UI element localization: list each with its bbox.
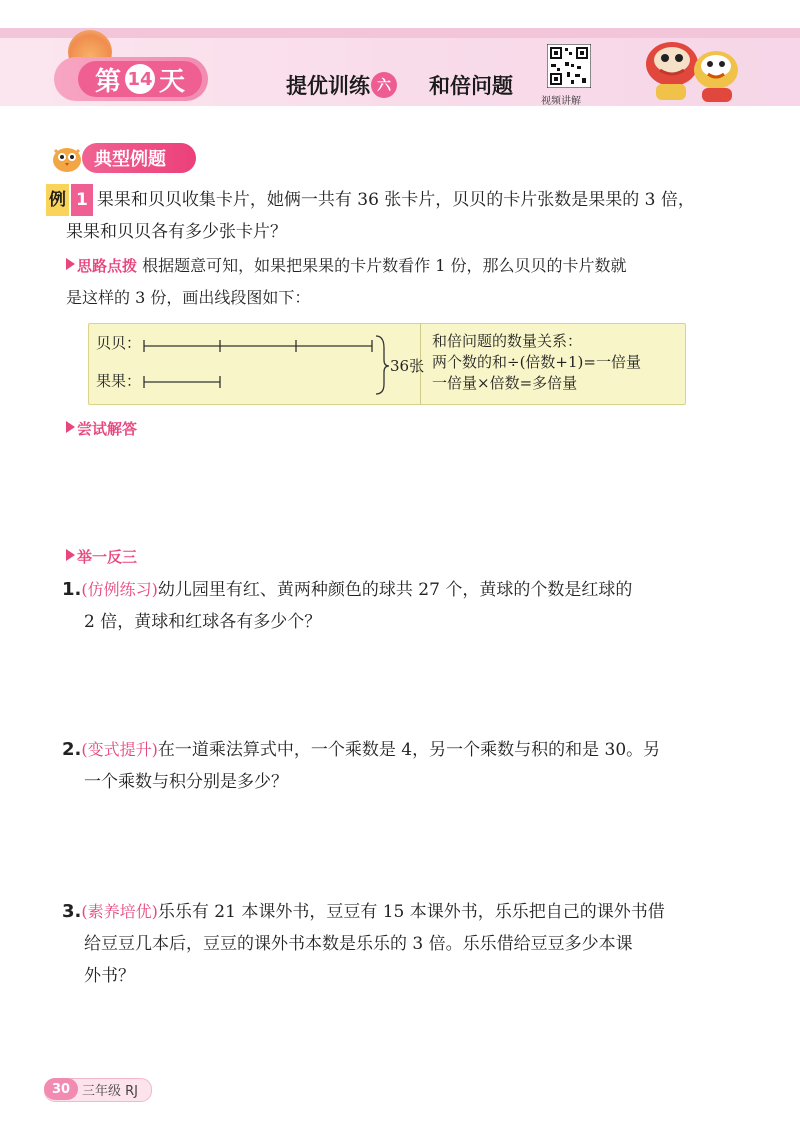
day-suffix: 天 (159, 66, 186, 97)
example-problem (46, 184, 746, 216)
question-2-number: 2. (62, 739, 82, 760)
section-label-typical-examples: 典型例题 (82, 143, 196, 173)
question-1-line-2: 2 倍，黄球和红球各有多少个？ (84, 612, 322, 632)
label-beibei: 贝贝： (96, 334, 142, 352)
practice-label (66, 546, 137, 567)
segment-lines (140, 330, 390, 396)
question-2-tag: (变式提升) (81, 740, 158, 759)
question-2-line-1: 在一道乘法算式中，一个乘数是 4，另一个乘数与积的和是 30。另 (157, 740, 661, 760)
hint-line-1: 根据题意可知，如果把果果的卡片数看作 1 份，那么贝贝的卡片数就 (142, 256, 627, 275)
title-sub: 和倍问题 (429, 74, 513, 98)
page-title (286, 70, 513, 100)
question-3-line-2: 给豆豆几本后，豆豆的课外书本数是乐乐的 3 倍。乐乐借给豆豆多少本课 (84, 934, 633, 954)
hint-label: 思路点拨 (77, 257, 138, 275)
hint-line-2: 是这样的 3 份，画出线段图如下： (66, 288, 311, 307)
total-label: 36张 (390, 357, 425, 375)
question-3-tag: (素养培优) (81, 902, 158, 921)
question-3 (62, 896, 762, 928)
example-number: 1 (71, 184, 93, 216)
question-3-line-3: 外书？ (84, 966, 135, 986)
day-number: 14 (125, 64, 155, 94)
footer-grade: 三年级 RJ (82, 1084, 138, 1099)
try-arrow-icon (66, 421, 75, 433)
question-1-number: 1. (62, 579, 82, 600)
hint-paragraph (66, 250, 746, 282)
practice-arrow-icon (66, 549, 75, 561)
relation-title: 和倍问题的数量关系： (432, 332, 583, 350)
example-tag: 例 (46, 184, 69, 216)
page-number: 30 (44, 1078, 78, 1100)
question-1-line-1: 幼儿园里有红、黄两种颜色的球共 27 个，黄球的个数是红球的 (157, 580, 633, 600)
question-2-line-2: 一个乘数与积分别是多少？ (84, 772, 288, 792)
hint-arrow-icon (66, 258, 75, 270)
try-answer-label (66, 418, 137, 439)
question-1-tag: (仿例练习) (81, 580, 158, 599)
qr-caption: 视频讲解 (541, 96, 581, 107)
relation-formula-1: 两个数的和÷(倍数+1)=一倍量 (432, 353, 641, 371)
question-2 (62, 734, 762, 766)
lion-dance-decoration-icon (636, 30, 746, 108)
owl-mascot-icon (50, 144, 86, 174)
day-badge (78, 61, 202, 97)
qr-code-icon[interactable] (547, 44, 591, 88)
question-3-number: 3. (62, 901, 82, 922)
example-line-1: 果果和贝贝收集卡片，她俩一共有 36 张卡片，贝贝的卡片张数是果果的 3 倍， (96, 190, 695, 210)
label-guoguo: 果果： (96, 372, 142, 390)
title-main: 提优训练 (286, 74, 370, 98)
question-3-line-1: 乐乐有 21 本课外书，豆豆有 15 本课外书，乐乐把自己的课外书借 (157, 902, 665, 922)
relation-formula-2: 一倍量×倍数=多倍量 (432, 374, 578, 392)
try-label: 尝试解答 (77, 420, 138, 438)
title-badge: 六 (371, 72, 397, 98)
practice-label-text: 举一反三 (77, 548, 138, 566)
question-1 (62, 574, 762, 606)
example-line-2: 果果和贝贝各有多少张卡片？ (66, 222, 287, 242)
day-prefix: 第 (94, 66, 121, 97)
